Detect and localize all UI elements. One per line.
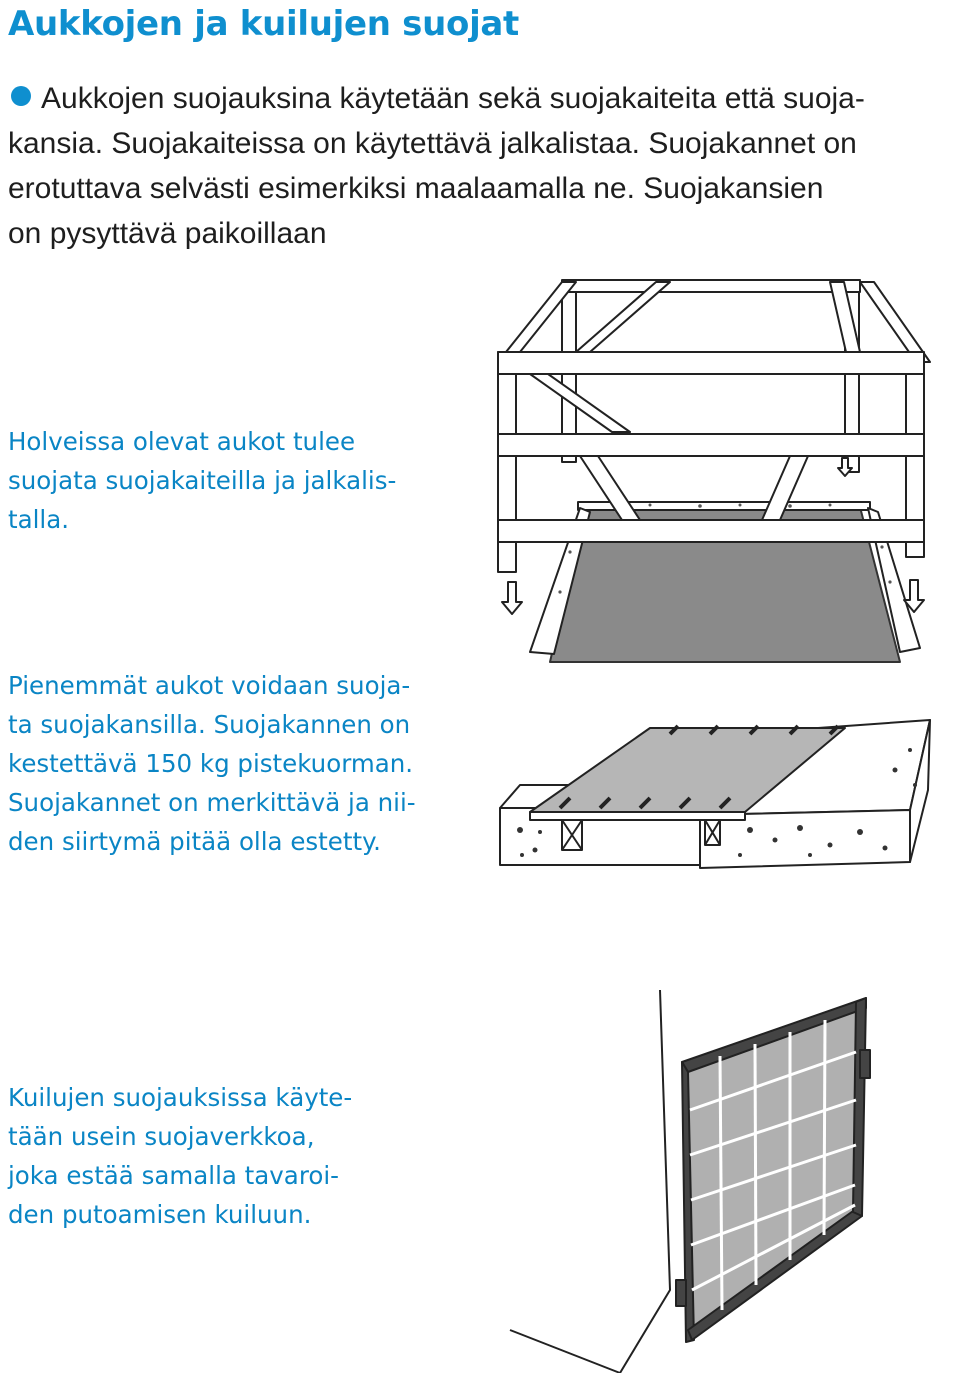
intro-paragraph	[8, 76, 958, 256]
caption-line: tään usein suojaverkkoa,	[8, 1122, 315, 1151]
guardrail-opening-illustration	[490, 262, 930, 662]
caption-line: Pienemmät aukot voidaan suoja-	[8, 671, 411, 700]
caption-line: Holveissa olevat aukot tulee	[8, 427, 356, 456]
page-title: Aukkojen ja kuilujen suojat	[8, 4, 520, 44]
intro-line: erotuttava selvästi esimerkiksi maalaamalla ne. Suojakansien	[8, 172, 824, 205]
shaft-caption	[8, 1078, 352, 1234]
caption-line: Kuilujen suojauksissa käyte-	[8, 1083, 353, 1112]
cover-caption	[8, 666, 416, 861]
caption-line: kestettävä 150 kg pistekuorman.	[8, 749, 414, 778]
intro-line: kansia. Suojakaiteissa on käytettävä jalkalistaa. Suojakannet on	[8, 127, 857, 160]
guardrail-caption	[8, 422, 396, 539]
caption-line: joka estää samalla tavaroi-	[8, 1161, 339, 1190]
intro-line: on pysyttävä paikoillaan	[8, 217, 327, 250]
caption-line: den putoamisen kuiluun.	[8, 1200, 312, 1229]
shaft-net-illustration	[510, 990, 960, 1373]
caption-line: den siirtymä pitää olla estetty.	[8, 827, 381, 856]
caption-line: talla.	[8, 505, 70, 534]
caption-line: Suojakannet on merkittävä ja nii-	[8, 788, 416, 817]
intro-line: Aukkojen suojauksina käytetään sekä suojakaiteita että suoja-	[8, 76, 958, 121]
caption-line: suojata suojakaiteilla ja jalkalis-	[8, 466, 397, 495]
caption-line: ta suojakansilla. Suojakannen on	[8, 710, 411, 739]
bullet-icon	[11, 86, 31, 106]
cover-plate-illustration	[500, 690, 930, 890]
